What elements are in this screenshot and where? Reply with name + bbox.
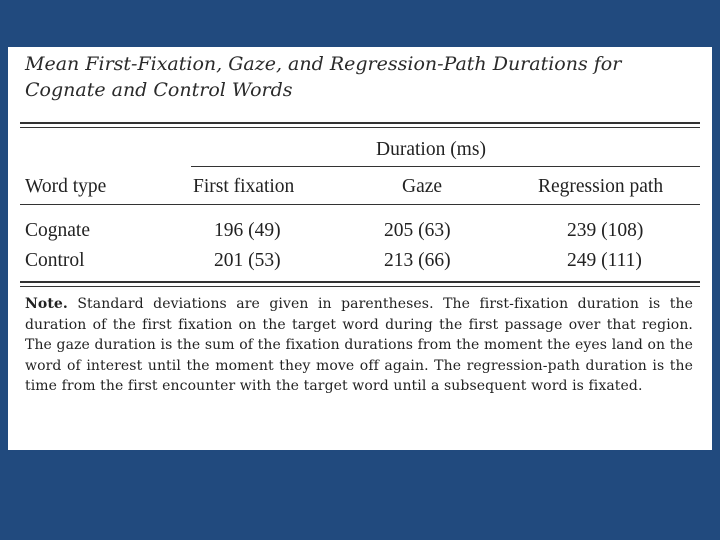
header-rule bbox=[20, 204, 700, 205]
row-control-gaze: 213 (66) bbox=[384, 250, 451, 271]
note-text: Standard deviations are given in parentheses. The first-fixation duration is the duration of the first fixation on the target word during the first passage over that region. The gaze duration is the sum of the fixation durations from the moment the eyes land on the word of interest until the moment they move off again. The regression-path duration is the time from the first encounter with the target word until a subsequent word is fixated. bbox=[25, 296, 693, 394]
header-regression-path: Regression path bbox=[538, 176, 664, 197]
table-note bbox=[25, 294, 693, 397]
row-control-first-fixation: 201 (53) bbox=[214, 250, 281, 271]
row-cognate-gaze: 205 (63) bbox=[384, 220, 451, 241]
header-gaze: Gaze bbox=[402, 176, 443, 197]
header-first-fixation: First fixation bbox=[193, 176, 295, 197]
row-control-word-type: Control bbox=[25, 250, 85, 271]
row-cognate-word-type: Cognate bbox=[25, 220, 90, 241]
table-title-line-1: Mean First-Fixation, Gaze, and Regression-Path Durations for bbox=[25, 53, 622, 75]
spanner-rule bbox=[191, 166, 700, 167]
duration-spanner-header: Duration (ms) bbox=[376, 139, 486, 160]
top-rule bbox=[20, 122, 700, 124]
row-cognate-first-fixation: 196 (49) bbox=[214, 220, 281, 241]
bottom-rule bbox=[20, 281, 700, 283]
bottom-rule-secondary bbox=[20, 286, 700, 287]
row-control-regression-path: 249 (111) bbox=[567, 250, 642, 271]
note-label: Note. bbox=[25, 296, 68, 312]
table-figure bbox=[8, 47, 712, 450]
header-word-type: Word type bbox=[25, 176, 107, 197]
table-title-line-2: Cognate and Control Words bbox=[25, 79, 293, 101]
top-rule-secondary bbox=[20, 127, 700, 128]
row-cognate-regression-path: 239 (108) bbox=[567, 220, 644, 241]
table-title bbox=[25, 51, 705, 103]
